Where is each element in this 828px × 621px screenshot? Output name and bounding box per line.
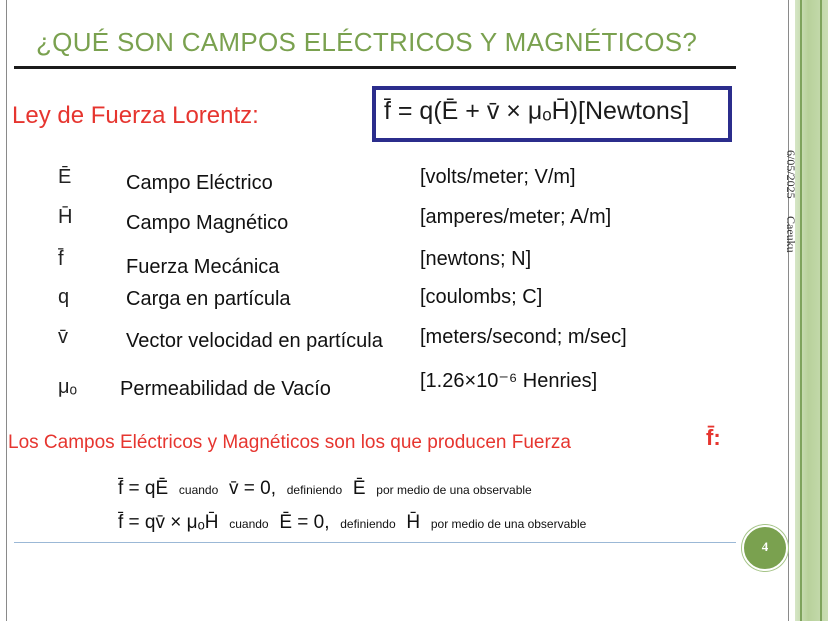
quantity-name: Permeabilidad de Vacío xyxy=(120,378,331,400)
quantity-unit: [volts/meter; V/m] xyxy=(420,166,576,188)
equation-definiendo: definiendo xyxy=(340,517,396,531)
slide-title: ¿QUÉ SON CAMPOS ELÉCTRICOS Y MAGNÉTICOS? xyxy=(36,27,698,57)
quantity-symbol: H̄ xyxy=(58,206,73,228)
quantity-name: Campo Magnético xyxy=(126,212,289,234)
force-statement: Los Campos Eléctricos y Magnéticos son los que producen Fuerza xyxy=(8,432,571,453)
footer-rule xyxy=(14,542,736,543)
equation-rest: por medio de una observable xyxy=(376,483,532,497)
equation-condition: v̄ = 0, xyxy=(229,478,277,499)
slide-author: Caeuku xyxy=(784,216,798,253)
quantity-unit: [newtons; N] xyxy=(420,248,532,270)
equation-field: H̄ xyxy=(406,512,421,533)
equation-cuando: cuando xyxy=(178,483,219,497)
equation-field: Ē xyxy=(352,478,366,499)
equation-definiendo: definiendo xyxy=(286,483,343,497)
quantity-unit: [1.26×10⁻⁶ Henries] xyxy=(420,370,598,392)
side-decorative-line xyxy=(820,0,822,621)
law-label: Ley de Fuerza Lorentz: xyxy=(12,102,259,129)
title-underline xyxy=(14,66,736,69)
side-decorative-line xyxy=(800,0,802,621)
quantity-symbol: v̄ xyxy=(58,326,68,348)
slide-frame-left xyxy=(6,0,7,621)
quantity-unit: [meters/second; m/sec] xyxy=(420,326,627,348)
quantity-symbol: q xyxy=(58,286,70,308)
page-number: 4 xyxy=(761,539,769,554)
quantity-symbol: Ē xyxy=(58,166,72,188)
slide-frame-right xyxy=(788,0,789,621)
equation-cuando: cuando xyxy=(229,517,269,531)
quantity-name: Fuerza Mecánica xyxy=(126,256,280,278)
equation-lhs: f̄ = qĒ xyxy=(118,478,169,499)
quantity-name: Carga en partícula xyxy=(126,288,291,310)
lorentz-formula: f̄ = q(Ē + v̄ × μₒH̄)[Newtons] xyxy=(384,97,690,125)
quantity-symbol: f̄ xyxy=(58,248,64,270)
equation-lhs: f̄ = qv̄ × μₒH̄ xyxy=(118,512,219,533)
quantity-symbol: μₒ xyxy=(58,376,78,398)
slide-date: 6/05/2025 xyxy=(784,150,798,199)
equation-rest: por medio de una observable xyxy=(430,517,587,531)
quantity-name: Vector velocidad en partícula xyxy=(126,330,383,352)
quantity-unit: [coulombs; C] xyxy=(420,286,543,308)
quantity-unit: [amperes/meter; A/m] xyxy=(420,206,612,228)
equation-electric xyxy=(118,478,532,500)
equation-condition: Ē = 0, xyxy=(279,512,330,533)
equation-magnetic xyxy=(118,512,586,534)
page-number-badge xyxy=(742,525,788,571)
quantity-name: Campo Eléctrico xyxy=(126,172,273,194)
force-symbol: f̄: xyxy=(706,425,721,450)
